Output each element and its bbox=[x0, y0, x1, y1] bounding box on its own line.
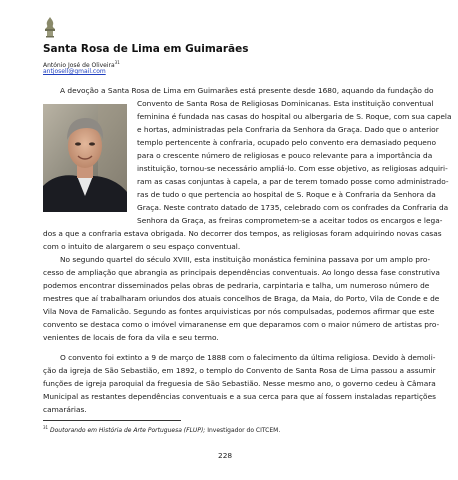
footnote-divider bbox=[43, 420, 181, 421]
body-line: Convento de Santa Rosa de Religiosas Dominicanas. Esta instituição conventual bbox=[137, 99, 434, 108]
body-line: ras de tudo o que pertencia ao hospital de S. Roque e à Confraria da Senhora da bbox=[137, 190, 436, 199]
body-line: podemos encontrar disseminados pelas obras de pedraria, carpintaria e talha, um numeroso número de bbox=[43, 281, 430, 290]
article-title: Santa Rosa de Lima em Guimarães bbox=[43, 43, 249, 55]
footnote-text: Investigador do CITCEM. bbox=[205, 427, 281, 434]
body-line: ção da igreja de São Sebastião, em 1892, o templo do Convento de Santa Rosa de Lima passou a assumir bbox=[43, 366, 436, 375]
publisher-logo bbox=[43, 16, 57, 38]
body-line: convento se destaca como o imóvel vimaranense em que deparamos com o maior número de artistas pro- bbox=[43, 320, 440, 329]
body-line: cesso de ampliação que abrangia as principais dependências conventuais. Ao longo dessa fase construtiva bbox=[43, 268, 440, 277]
body-line: A devoção a Santa Rosa de Lima em Guimarães está presente desde 1680, aquando da fundação do bbox=[60, 86, 434, 95]
body-line: No segundo quartel do século XVIII, esta instituição monástica feminina passava por um amplo pro- bbox=[60, 255, 431, 264]
body-line: dos a que a confraria estava obrigada. No decorrer dos tempos, as religiosas foram adquirindo novas casas bbox=[43, 229, 442, 238]
body-line: mestres que aí trabalharam oriundos dos atuais concelhos de Braga, da Maia, do Porto, Vila de Conde e de bbox=[43, 294, 440, 303]
body-line: O convento foi extinto a 9 de março de 1888 com o falecimento da última religiosa. Devido à demoli- bbox=[60, 353, 436, 362]
body-line: Graça. Neste contrato datado de 1735, celebrado com os confrades da Confraria da bbox=[137, 203, 449, 212]
body-line: e hortas, administradas pela Confraria da Senhora da Graça. Dado que o anterior bbox=[137, 125, 439, 134]
body-line: instituição, tornou-se necessário ampliá-lo. Com esse objetivo, as religiosas adquiri- bbox=[137, 164, 448, 173]
body-line: camarárias. bbox=[43, 405, 87, 414]
body-line: templo pertencente à confraria, ocupado pelo convento era demasiado pequeno bbox=[137, 138, 437, 147]
footnote-italic-text: Doutorando em História de Arte Portuguesa (FLUP); bbox=[48, 427, 206, 434]
body-line: com o intuito de alargarem o seu espaço conventual. bbox=[43, 242, 241, 251]
footnote bbox=[43, 425, 280, 434]
author-photo bbox=[43, 104, 127, 212]
author-name-text: António José de Oliveira bbox=[43, 62, 115, 69]
body-line: feminina é fundada nas casas do hospital ou albergaria de S. Roque, com sua capela bbox=[137, 112, 452, 121]
author-footnote-ref: 31 bbox=[114, 60, 120, 65]
body-line: Vila Nova de Famalicão. Segundo as fontes arquivisticas por nós compulsadas, podemos afirmar que este bbox=[43, 307, 435, 316]
body-line: venientes de locais de fora da vila e seu termo. bbox=[43, 333, 219, 342]
body-line: funções de igreja paroquial da freguesia de São Sebastião. Nesse mesmo ano, o governo cedeu à Câmara bbox=[43, 379, 436, 388]
footnote-ref: 31 bbox=[43, 425, 49, 430]
body-line: Senhora da Graça, as freiras comprometem-se a aceitar todos os encargos e lega- bbox=[137, 216, 443, 225]
body-line: Municipal as restantes dependências conventuais e a sua cerca para que aí fossem instaladas repartições bbox=[43, 392, 436, 401]
author-email-link[interactable]: antjosell@gmail.com bbox=[43, 68, 106, 75]
page-number: 228 bbox=[218, 451, 233, 460]
body-line: ram as casas conjuntas à capela, a par de terem tomado posse como administrado- bbox=[137, 177, 449, 186]
body-line: para o crescente número de religiosas e pouco relevante para a importância da bbox=[137, 151, 433, 160]
